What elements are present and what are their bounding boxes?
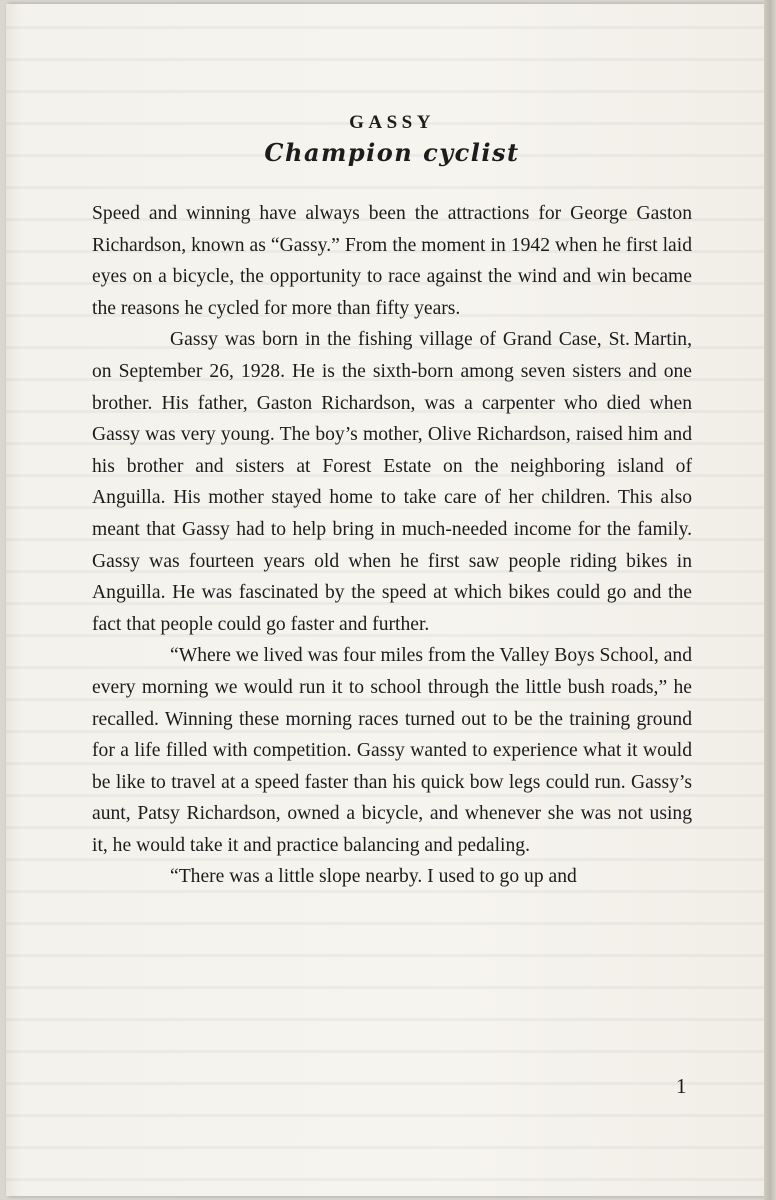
paragraph-2: Gassy was born in the fishing village of Grand Case, St. Martin, on September 26, 1928. He is the sixth-born among seven sisters and one brother. His father, Gaston Richardson, was a carpenter who died when Gassy was very young. The boy’s mother, Olive Richardson, raised him and his brother and sisters at Forest Estate on the neighboring island of Anguilla. His mother stayed home to take care of her children. This also meant that Gassy had to help bring in much-needed income for the family. Gassy was fourteen years old when he first saw people riding bikes in Anguilla. He was fascinated by the speed at which bikes could go and the fact that people could go faster and further. [92, 329, 692, 635]
chapter-title: GASSY [349, 112, 435, 133]
paragraph-3: “Where we lived was four miles from the Valley Boys School, and every morning we would run it to school through the little bush roads,” he recalled. Winning these morning races turned out to be the training ground for a life filled with competition. Gassy wanted to experience what it would be like to travel at a speed faster than his quick bow legs could run. Gassy’s aunt, Patsy Richardson, owned a bicycle, and whenever she was not using it, he would take it and practice balancing and pedaling. [92, 645, 693, 856]
paragraph-4: “There was a little slope nearby. I used to go up and [170, 866, 577, 888]
page-content [92, 108, 692, 893]
page-edge [764, 0, 776, 1200]
paragraph-1: Speed and winning have always been the attractions for George Gaston Richardson, known as “Gassy.” From the moment in 1942 when he first laid eyes on a bicycle, the opportunity to race against the wind and win became the reasons he cycled for more than fifty years. [92, 203, 692, 319]
chapter-subtitle: Champion cyclist [264, 138, 520, 167]
page-number: 1 [676, 1074, 687, 1098]
